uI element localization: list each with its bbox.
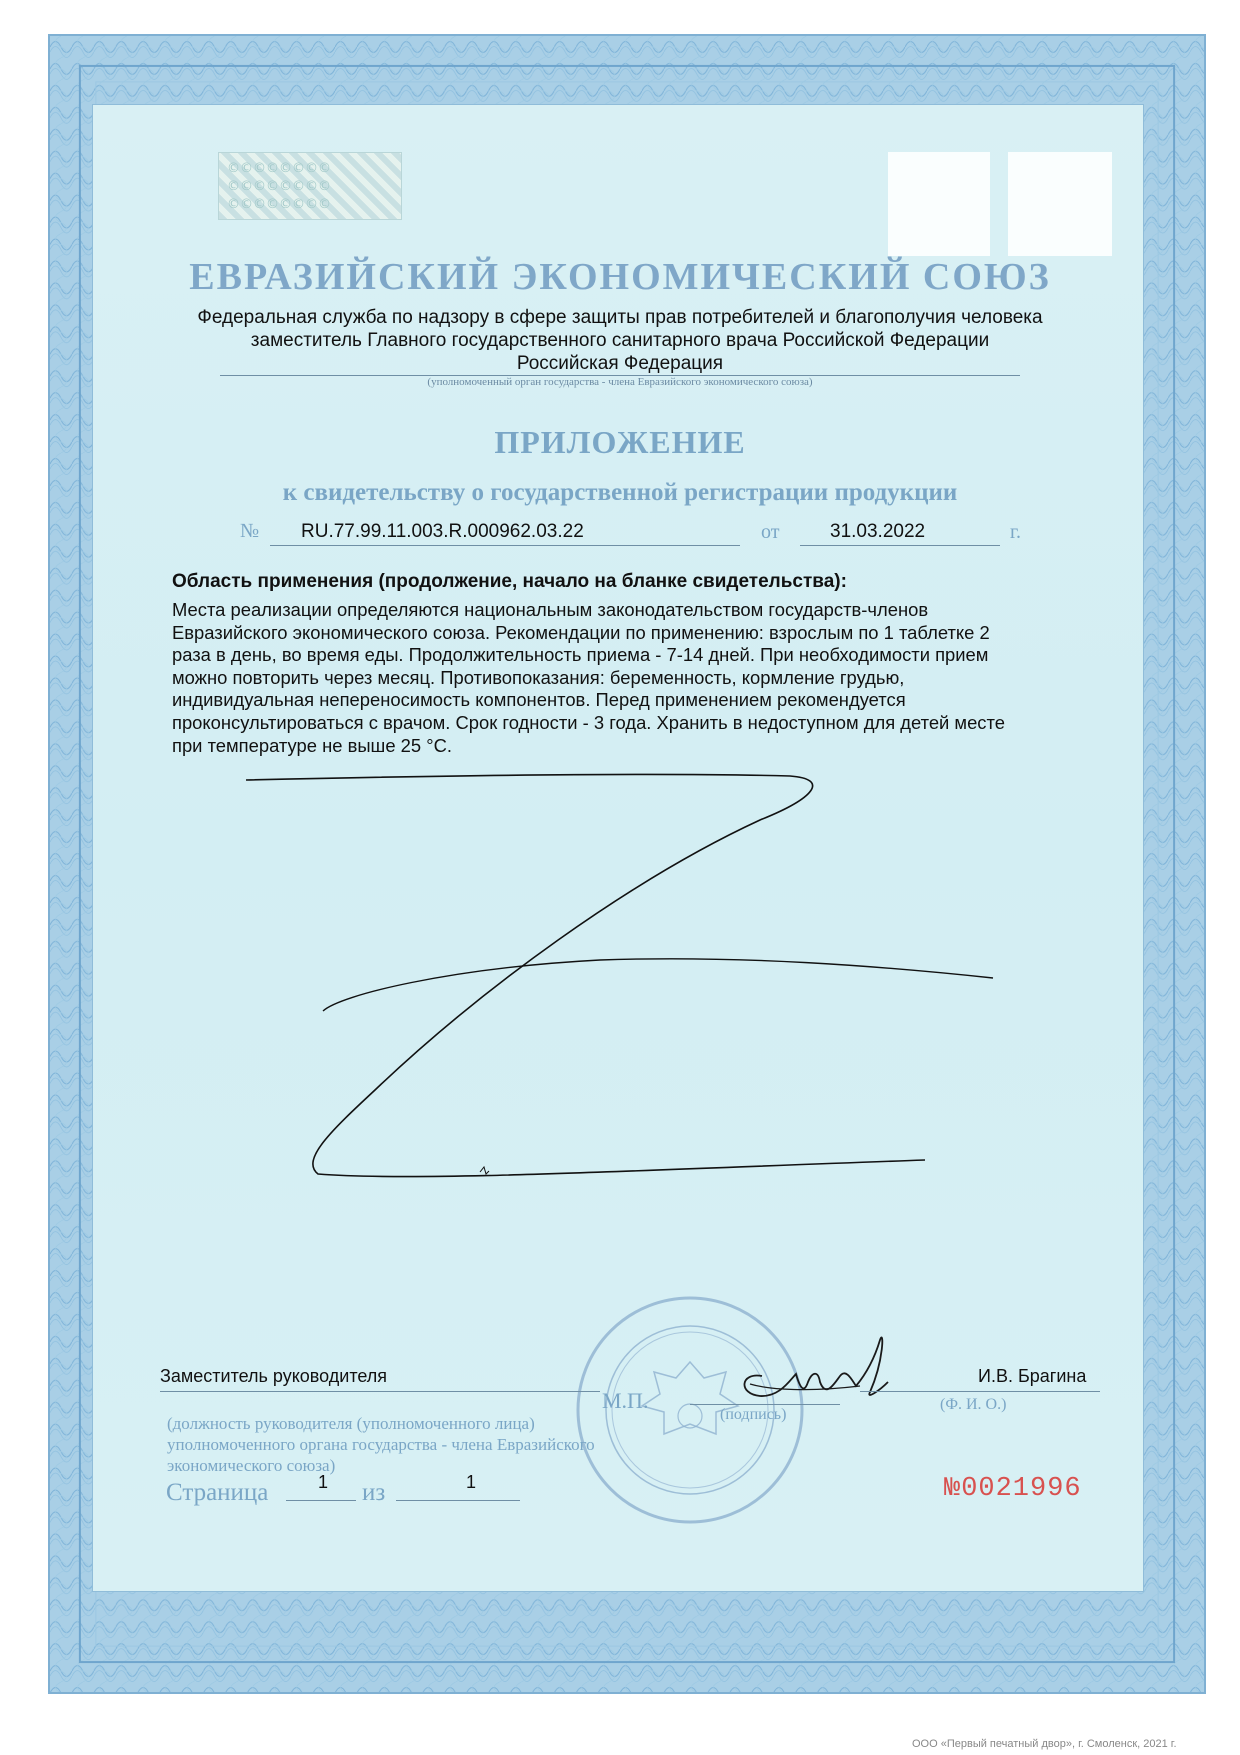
name-underline	[860, 1391, 1100, 1392]
year-suffix: г.	[1010, 521, 1021, 543]
name-caption: (Ф. И. О.)	[940, 1396, 1007, 1413]
page-current: 1	[318, 1472, 329, 1492]
scope-line: Евразийского экономического союза. Рекомендации по применению: взрослым по 1 таблетке 2	[172, 621, 990, 643]
authority-line-1: Федеральная служба по надзору в сфере защиты прав потребителей и благополучия человека	[197, 307, 1043, 328]
scope-line: можно повторить через месяц. Противопоказания: беременность, кормление грудью,	[172, 666, 905, 688]
scope-line: при температуре не выше 25 °С.	[172, 734, 452, 756]
hologram: ©©©©©©©© ©©©©©©©© ©©©©©©©©	[218, 152, 402, 220]
scope-line: проконсультироваться с врачом. Срок годности - 3 года. Хранить в недоступном для детей месте	[172, 711, 1005, 733]
appendix-title: ПРИЛОЖЕНИЕ	[494, 424, 746, 460]
union-title: ЕВРАЗИЙСКИЙ ЭКОНОМИЧЕСКИЙ СОЮЗ	[189, 256, 1051, 298]
scope-line: раза в день, во время еды. Продолжительность приема - 7-14 дней. При необходимости прием	[172, 644, 989, 666]
page-current-underline	[286, 1500, 356, 1501]
authority-line-3: Российская Федерация	[516, 353, 724, 374]
signer-name: И.В. Брагина	[978, 1366, 1087, 1386]
printer-imprint: ООО «Первый печатный двор», г. Смоленск, 2021 г.	[912, 1738, 1177, 1750]
page-total: 1	[466, 1472, 477, 1492]
certificate-date: 31.03.2022	[830, 521, 926, 542]
number-label: №	[240, 520, 260, 542]
page-label: Страница	[166, 1479, 269, 1506]
authority-caption: (уполномоченный орган государства - члена Евразийского экономического союза)	[427, 376, 813, 388]
appendix-subtitle: к свидетельству о государственной регистрации продукции	[282, 479, 958, 506]
signature-caption: (подпись)	[720, 1406, 787, 1423]
scope-heading: Область применения (продолжение, начало на бланке свидетельства):	[172, 571, 847, 592]
authority-line-2: заместитель Главного государственного санитарного врача Российской Федерации	[250, 330, 990, 351]
scope-line: Места реализации определяются национальным законодательством государств-членов	[172, 599, 929, 620]
signer-position: Заместитель руководителя	[160, 1366, 388, 1386]
certificate-number: RU.77.99.11.003.R.000962.03.22	[301, 521, 584, 542]
of-label: из	[362, 1479, 386, 1506]
page-total-underline	[396, 1500, 520, 1501]
scope-line: индивидуальная непереносимость компонентов. Перед применением рекомендуется	[172, 689, 906, 711]
serial-number: №0021996	[944, 1474, 1082, 1504]
position-caption: (должность руководителя (уполномоченного лица) уполномоченного органа государства - члена Евразийского экономического союза)	[167, 1414, 595, 1475]
date-label: от	[761, 521, 780, 543]
mp-label: М.П.	[602, 1388, 649, 1413]
